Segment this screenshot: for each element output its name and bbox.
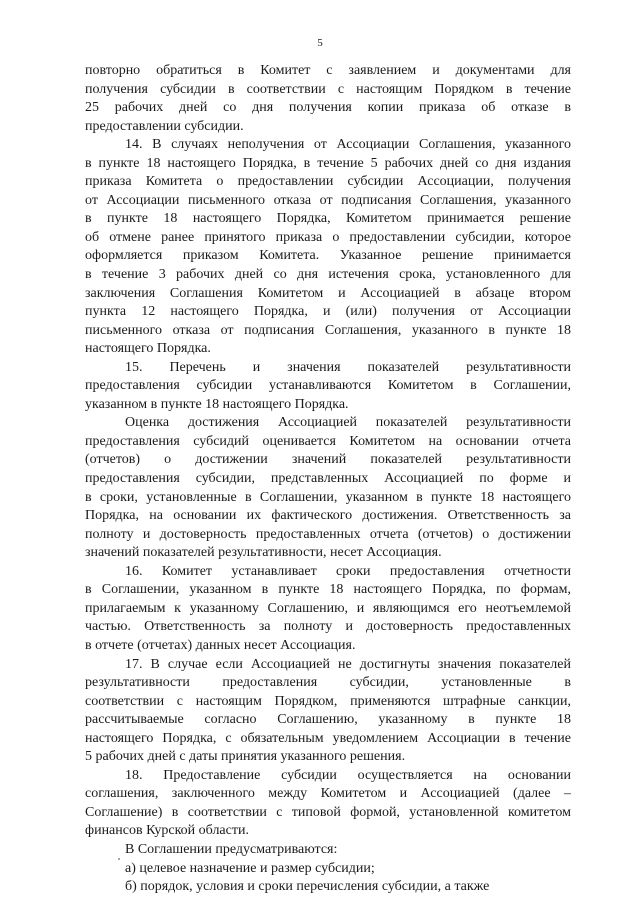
text-line: получения субсидии в соответствии с настоящим Порядком в течение xyxy=(85,81,571,97)
text-line: в пункте 18 настоящего Порядка, Комитетом принимается решение xyxy=(85,211,571,227)
text-line: 14. В случаях неполучения от Ассоциации Соглашения, указанного xyxy=(125,137,571,153)
paragraph-p-15-assessment xyxy=(85,414,571,562)
paragraph-p-18 xyxy=(85,767,571,841)
text-line: полноту и достоверность предоставленных отчета (отчетов) о достижении xyxy=(85,526,571,542)
text-line: пункта 12 настоящего Порядка, и (или) получения от Ассоциации xyxy=(85,304,571,320)
text-line: в Соглашении, указанном в пункте 18 настоящего Порядка, по формам, xyxy=(85,582,571,598)
text-line: от Ассоциации письменного отказа от подписания Соглашения, указанного xyxy=(85,192,571,208)
text-line: указанном в пункте 18 настоящего Порядка. xyxy=(85,396,349,412)
text-line: настоящего Порядка, с обязательным уведомлением Ассоциации в течение xyxy=(85,730,571,746)
text-line: заключения Соглашения Комитетом и Ассоциацией в абзаце втором xyxy=(85,285,571,301)
text-line: предоставления субсидии, представленных Ассоциацией по форме и xyxy=(85,471,571,487)
text-line: настоящего Порядка. xyxy=(85,341,211,357)
text-line: В Соглашении предусматриваются: xyxy=(125,841,338,857)
text-line: 15. Перечень и значения показателей результативности xyxy=(125,359,571,375)
paragraph-p-16 xyxy=(85,563,571,656)
text-line: Оценка достижения Ассоциацией показателей результативности xyxy=(125,415,571,431)
page-number: 5 xyxy=(317,37,323,49)
text-line: приказа Комитета о предоставлении субсидии Ассоциации, получения xyxy=(85,174,571,190)
text-line: 5 рабочих дней с даты принятия указанного решения. xyxy=(85,749,406,765)
text-line: финансов Курской области. xyxy=(85,823,249,839)
text-line: прилагаемым к указанному Соглашению, и являющимся его неотъемлемой xyxy=(85,600,571,616)
text-line: Соглашение) в соответствии с типовой формой, установленной комитетом xyxy=(85,804,571,820)
text-line: 17. В случае если Ассоциацией не достигнуты значения показателей xyxy=(125,656,571,672)
text-line: письменного отказа от подписания Соглашения, указанного в пункте 18 xyxy=(85,322,571,338)
text-line: результативности предоставления субсидии, установленные в xyxy=(85,675,571,691)
text-line: а) целевое назначение и размер субсидии; xyxy=(125,860,375,876)
text-line: 18. Предоставление субсидии осуществляется на основании xyxy=(125,767,571,783)
paragraph-p-17 xyxy=(85,656,571,767)
text-line: предоставлении субсидии. xyxy=(85,118,244,134)
text-line: б) порядок, условия и сроки перечисления субсидии, а также xyxy=(125,879,490,895)
paragraph-p-18-a xyxy=(85,860,571,879)
text-line: 16. Комитет устанавливает сроки предоставления отчетности xyxy=(125,563,571,579)
text-line: в сроки, установленные в Соглашении, указанном в пункте 18 настоящего xyxy=(85,489,571,505)
paragraph-p-18-b xyxy=(85,878,571,897)
text-line: об отмене ранее принятого приказа о предоставлении субсидии, которое xyxy=(85,229,571,245)
text-line: в отчете (отчетах) данных несет Ассоциация. xyxy=(85,637,356,653)
text-line: 25 рабочих дней со дня получения копии приказа об отказе в xyxy=(85,100,571,116)
text-line: рассчитываемые согласно Соглашению, указанному в пункте 18 xyxy=(85,712,571,728)
text-line: Порядка, на основании их фактического достижения. Ответственность за xyxy=(85,508,571,524)
text-line: частью. Ответственность за полноту и достоверность предоставленных xyxy=(85,619,571,635)
text-line: в течение 3 рабочих дней со дня истечения срока, установленного для xyxy=(85,267,571,283)
text-line: предоставления субсидии устанавливаются Комитетом в Соглашении, xyxy=(85,378,571,394)
text-line: соглашения, заключенного между Комитетом и Ассоциацией (далее – xyxy=(85,786,571,802)
paragraph-p-continuation xyxy=(85,62,571,136)
text-line: в пункте 18 настоящего Порядка, в течение 5 рабочих дней со дня издания xyxy=(85,155,571,171)
text-line: значений показателей результативности, несет Ассоциация. xyxy=(85,545,442,561)
text-line: повторно обратиться в Комитет с заявлением и документами для xyxy=(85,63,571,78)
text-line: оформляется приказом Комитета. Указанное решение принимается xyxy=(85,248,571,264)
text-line: соответствии с настоящим Порядком, применяются штрафные санкции, xyxy=(85,693,571,709)
paragraph-p-14 xyxy=(85,136,571,359)
paragraph-p-18-intro xyxy=(85,841,571,860)
document-body xyxy=(85,62,571,897)
paragraph-p-15 xyxy=(85,359,571,415)
scan-speck xyxy=(118,858,120,860)
text-line: предоставления субсидий оценивается Комитетом на основании отчета xyxy=(85,433,571,449)
text-line: (отчетов) о достижении значений показателей результативности xyxy=(85,452,571,468)
